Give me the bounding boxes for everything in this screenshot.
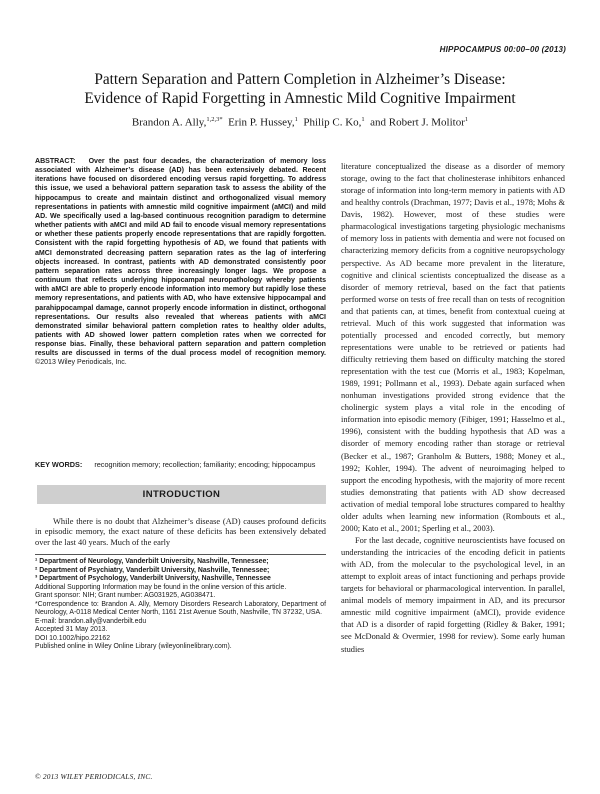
- email-link[interactable]: E-mail: brandon.ally@vanderbilt.edu: [35, 617, 147, 625]
- affiliation: ² Department of Psychiatry, Vanderbilt University, Nashville, Tennessee;: [35, 566, 270, 574]
- introduction-paragraph: While there is no doubt that Alzheimer’s disease (AD) causes profound deficits in episodic memory, the exact nature of these deficits has been extensively debated over the last 40 years. Much of the early: [35, 517, 326, 547]
- published-note: Published online in Wiley Online Library (wileyonlinelibrary.com).: [35, 643, 232, 651]
- abstract: [35, 157, 326, 368]
- author: Philip C. Ko,: [303, 116, 362, 129]
- abstract-text: Over the past four decades, the characterization of memory loss associated with Alzheimer’s disease (AD) has been extensively debated. Recent iterations have focused on disordered encoding versus rapid forgetting. To address this issue, we used a behavioral pattern separation task to assess the ability of the hippocampus to create and maintain distinct and orthogonalized visual memory representations in patients with amnestic mild cognitive impairment (aMCI) and mild AD. We specifically used a lag-based continuous recognition paradigm to determine whether patients with aMCI and mild AD fail to encode visual memory representations or whether these patients properly encode representations that are rapidly forgotten. Consistent with the rapid forgetting hypothesis of AD, we found that patients with aMCI demonstrated decreasing pattern separation rates as the lag of interfering objects increased. In contrast, patients with AD demonstrated consistently poor pattern separation rates across three increasingly longer lags. We propose a continuum that reflects underlying hippocampal neuropathology whereby patients with aMCI are able to properly encode information into memory but rapidly lose these memory representations, and patients with AD, who have extensive hippocampal and parahippocampal damage, cannot properly encode information in distinct, orthogonal representations. Our results also revealed that whereas patients with aMCI demonstrated similar behavioral pattern completion rates to healthy older adults, patients with AD showed lower pattern completion rates when we corrected for response bias. Finally, these behavioral pattern separation and pattern completion results are discussed in terms of the dual process model of recognition memory.: [35, 158, 327, 358]
- affiliation: ³ Department of Psychology, Vanderbilt University, Nashville, Tennessee: [35, 575, 271, 583]
- title-line-2: Evidence of Rapid Forgetting in Amnestic Mild Cognitive Impairment: [84, 90, 516, 107]
- journal-header: HIPPOCAMPUS 00:00–00 (2013): [439, 45, 566, 54]
- article-title: [40, 70, 560, 108]
- introduction-heading: INTRODUCTION: [37, 485, 326, 504]
- abstract-label: ABSTRACT:: [35, 158, 76, 165]
- grant-note: Grant sponsor: NIH; Grant number: AG031925, AG038471.: [35, 592, 216, 600]
- supporting-info-note: Additional Supporting Information may be found in the online version of this article.: [35, 583, 287, 591]
- author: and Robert J. Molitor: [370, 116, 465, 129]
- keywords: [35, 460, 326, 469]
- footnote-divider: [35, 554, 326, 555]
- author: Brandon A. Ally,: [131, 116, 207, 129]
- author-affiliation-mark: 1: [294, 116, 298, 123]
- correspondence-note: *Correspondence to: Brandon A. Ally, Memory Disorders Research Laboratory, Department of Neurology, A-0118 Medical Center North, 1161 21st Avenue South, Nashville, TN 37232, USA.: [35, 600, 326, 617]
- footer-copyright: © 2013 WILEY PERIODICALS, INC.: [35, 772, 153, 781]
- author: Erin P. Hussey,: [228, 116, 295, 129]
- keywords-label: KEY WORDS:: [35, 460, 83, 469]
- author-list: [30, 116, 570, 129]
- accepted-date: Accepted 31 May 2013.: [35, 626, 108, 634]
- footnotes: [35, 558, 326, 652]
- abstract-copyright: ©2013 Wiley Periodicals, Inc.: [35, 359, 127, 367]
- author-affiliation-mark: 1,2,3*: [206, 116, 223, 123]
- title-line-1: Pattern Separation and Pattern Completion in Alzheimer’s Disease:: [94, 71, 506, 88]
- keywords-text: recognition memory; recollection; familiarity; encoding; hippocampus: [94, 460, 316, 469]
- doi-link[interactable]: DOI 10.1002/hipo.22162: [35, 634, 111, 642]
- author-affiliation-mark: 1: [464, 116, 469, 123]
- body-paragraph: literature conceptualized the disease as a disorder of memory storage, owing to the fact that cholinesterase inhibitors enhanced storage of information into long-term memory in patients with AD and healthy controls (Drachman, 1977; Davis et al., 1978; Mohs & Davis, 1982). However, most of these studies were pharmacological investigations targeting physiologic mechanisms of memory loss in patients with dementia and were not focused on characterizing memory deficits from a cognitive neuropsychology perspective. As AD became more prevalent in the literature, cognitive and clinical scientists conceptualized the disease as a disorder of memory retrieval, based on the fact that patients performed worse on tests of free recall than on tests of recognition and that patients can, at times, benefit from contextual cueing at retrieval. Much of this work suggested that information was potentially processed and encoded correctly, but memory representations were unable to be retrieved or patients had difficulty retrieving them based on difficulty matching the stored representation with the test cue (Morris et al., 1983; Kopelman, 1989, 1991; Pollmann et al., 1993). Debate again surfaced when nonhuman investigations provided strong evidence that the cholinergic system plays a vital role in the encoding of information into episodic memory (Fibiger, 1991; Hasselmo et al., 1996), consistent with the budding hypothesis that AD was a disorder of memory encoding rather than storage or retrieval (Becker et al., 1987; Granholm & Butters, 1988; Money et al., 1992; Kohler, 1994). The advent of neuroimaging helped to support the encoding hypothesis, with the majority of more recent studies demonstrating that patients with AD show decreased activation of medial temporal lobe structures compared to healthy older adults when learning new information (Rombouts et al., 2000; Kato et al., 2001; Sperling et al., 2003).: [341, 162, 565, 533]
- author-affiliation-mark: 1: [361, 116, 365, 123]
- right-column: [341, 161, 565, 656]
- affiliation: ¹ Department of Neurology, Vanderbilt University, Nashville, Tennessee;: [35, 558, 269, 565]
- body-paragraph: For the last decade, cognitive neuroscientists have focused on understanding the intricacies of the encoding deficit in patients with AD, from the molecular to the psychological level, in an attempt to exploit areas of intact functioning and perhaps provide targets for behavioral or pharmacological intervention. In parallel, animal models of memory impairment in AD, and its precursor amnestic mild cognitive impairment (aMCI), provide evidence that AD is a disorder of rapid forgetting (Ridley & Baker, 1991; see McDonald & Overmier, 1998 for review). Some early human studies: [341, 535, 565, 654]
